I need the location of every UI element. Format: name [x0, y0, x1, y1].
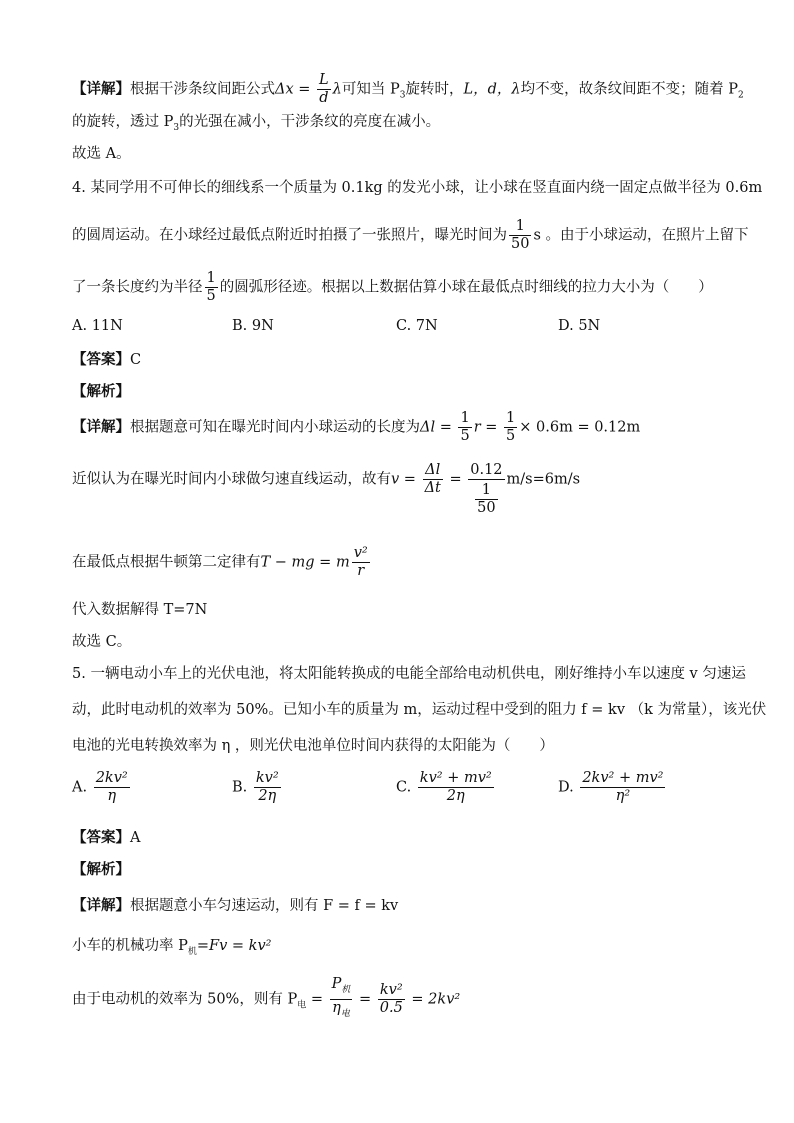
q4-answer: 【答案】C: [72, 351, 142, 368]
fraction: $\frac{1}{5}$: [460, 410, 470, 444]
fraction: $\frac{\Delta l}{\Delta t}$: [424, 462, 441, 496]
fraction: $\frac{1}{50}$: [511, 218, 530, 252]
fraction: $\frac{\text{v²}}{r}$: [353, 545, 368, 579]
q4-detail-line1: 【详解】根据题意可知在曝光时间内小球运动的长度为Δl = $\frac{1}{5}$ r = $\frac{1}{5}$ × 0.6m = 0.12m: [72, 410, 641, 444]
q4-option-b: B. 9N: [232, 318, 274, 334]
q4-option-d: D. 5N: [558, 318, 601, 334]
q4-option-a: A. 11N: [72, 318, 123, 334]
q5-detail-line2: 小车的机械功率 $P_机=Fv = kv^2$: [72, 938, 272, 957]
q4-detail-line2: 近似认为在曝光时间内小球做匀速直线运动，故有v = $\frac{\Delta l}{\Delta t}$ = $\frac{0.12}{\frac{1}{50}}$ m/s=6m/s: [72, 462, 581, 516]
q5-stem-line1: 5. 一辆电动小车上的光伏电池，将太阳能转换成的电能全部给电动机供电，刚好维持小车以速度 v 匀速运: [72, 666, 746, 682]
q5-stem-line3: 电池的光电转换效率为 η ，则光伏电池单位时间内获得的太阳能为（ ）: [72, 738, 554, 754]
fraction: $\frac{P_机}{\eta_电}$: [330, 976, 353, 1023]
q3-detail-line2: 的旋转，透过 $P_3$的光强在减小，干涉条纹的亮度在减小。: [72, 114, 441, 133]
q5-analysis-tag: 【解析】: [72, 861, 130, 878]
q4-choice: 故选 C。: [72, 634, 132, 650]
q4-detail-line4: 代入数据解得 T=7N: [72, 602, 208, 618]
q5-answer: 【答案】A: [72, 829, 141, 846]
q5-option-d: D. $\frac{\text{2kv² + mv²}}{\text{η²}}$: [558, 770, 664, 804]
q5-option-c: C. $\frac{\text{kv² + mv²}}{2\eta}$: [396, 770, 492, 804]
compound-fraction: $\frac{0.12}{\frac{1}{50}}$: [470, 462, 503, 516]
detail-tag: 【详解】: [72, 80, 130, 98]
q5-detail-line3: 由于电动机的效率为 50%，则有 $P_电$ = $\frac{P_机}{\eta_电}$ = $\frac{\text{kv²}}{0.5}$ = 2kv²: [72, 976, 460, 1023]
q5-detail-line1: 【详解】根据题意小车匀速运动，则有 F = f = kv: [72, 897, 399, 914]
q5-option-a: A. $\frac{\text{2kv²}}{\eta}$: [72, 770, 128, 804]
fraction: $\frac{L}{d}$: [319, 72, 329, 106]
fraction: $\frac{1}{5}$: [206, 270, 216, 304]
fraction: $\frac{1}{5}$: [506, 410, 516, 444]
q5-stem-line2: 动，此时电动机的效率为 50%。已知小车的质量为 m，运动过程中受到的阻力 f = kv （k 为常量），该光伏: [72, 702, 767, 718]
q3-choice: 故选 A。: [72, 146, 131, 162]
q4-detail-line3: 在最低点根据牛顿第二定律有T − mg = m $\frac{\text{v²}}{r}$: [72, 545, 368, 579]
q3-detail-line1: 【详解】根据干涉条纹间距公式Δx = $\frac{L}{d}$ λ可知当 $P_3$旋转时，L，d，λ均不变，故条纹间距不变；随着 $P_2$: [72, 72, 744, 106]
q5-option-b: B. $\frac{\text{kv²}}{2\eta}$: [232, 770, 279, 804]
q4-option-c: C. 7N: [396, 318, 438, 334]
q4-analysis-tag: 【解析】: [72, 383, 130, 400]
q4-stem-line1: 4. 某同学用不可伸长的细线系一个质量为 0.1kg 的发光小球，让小球在竖直面内绕一固定点做半径为 0.6m: [72, 180, 763, 196]
fraction: $\frac{\text{kv²}}{0.5}$: [379, 981, 403, 1016]
q4-stem-line3: 了一条长度约为半径 $\frac{1}{5}$ 的圆弧形径迹。根据以上数据估算小球在最低点时细线的拉力大小为（ ）: [72, 270, 713, 304]
q4-stem-line2: 的圆周运动。在小球经过最低点附近时拍摄了一张照片，曝光时间为 $\frac{1}{50}$ s 。由于小球运动，在照片上留下: [72, 218, 749, 252]
